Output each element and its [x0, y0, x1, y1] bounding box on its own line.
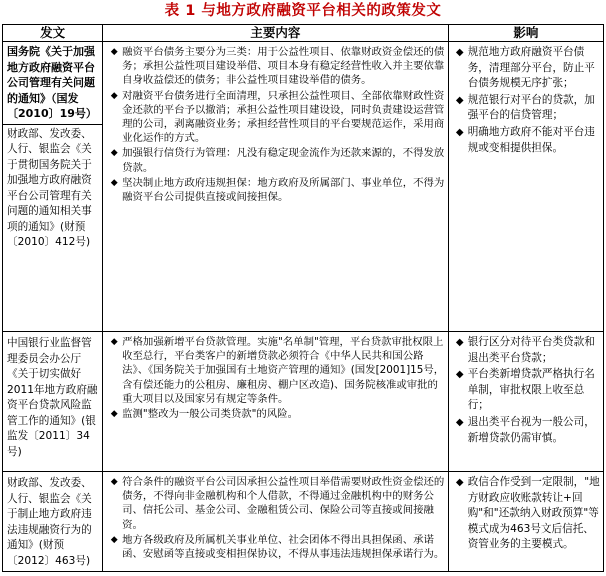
list-item: ◆ 监测"整改为一般公司类贷款"的风险。 [107, 407, 446, 421]
list-item: ◆ 政信合作受到一定限制，"地方财政应收账款转让+回购"和"还款纳入财政预算"等模式成为463号文后信托、资管业务的主要模式。 [453, 475, 601, 553]
content-cell [103, 472, 449, 572]
list-item: ◆ 符合条件的融资平台公司因承担公益性项目举借需要财政性资金偿还的债务，不得向非金融机构和个人借款，不得通过金融机构中的财务公司、信托公司、基金公司、金融租赁公司、保险公司等直接或间接融资。 [107, 475, 446, 532]
list-item: ◆ 退出类平台视为一般公司，新增贷款仍需审慎。 [453, 415, 601, 446]
table-row [3, 42, 604, 332]
bullet-square-icon: ◆ [110, 177, 118, 188]
table-row [3, 332, 604, 472]
list-item: ◆ 明确地方政府不能对平台违规或变相提供担保。 [453, 125, 601, 156]
doc-primary: 国务院《关于加强地方政府融资平台公司管理有关问题的通知》（国发〔2010〕19号） [7, 45, 97, 121]
content-cell [103, 332, 449, 472]
list-item: ◆ 银行区分对待平台类贷款和退出类平台贷款； [453, 335, 601, 366]
header-impact: 影响 [448, 25, 603, 42]
bullet-square-icon: ◆ [455, 94, 464, 106]
bullet-square-icon: ◆ [110, 337, 118, 347]
doc-secondary: 财政部、发改委、人行、银监会《关于制止地方政府违法违规融资行为的通知》(财预〔2012〕463号) [7, 477, 92, 567]
content-cell [103, 42, 449, 332]
doc-cell [3, 332, 103, 472]
header-doc: 发文 [3, 25, 103, 42]
bullet-square-icon: ◆ [455, 337, 464, 348]
list-item: ◆ 地方各级政府及所属机关事业单位、社会团体不得出具担保函、承诺函、安慰函等直接或变相担保协议，不得从事违法违规担保承诺行为。 [107, 533, 446, 561]
bullet-square-icon: ◆ [455, 416, 464, 428]
bullet-square-icon: ◆ [110, 534, 118, 545]
table-row [3, 472, 604, 572]
policy-table [2, 24, 604, 572]
bullet-square-icon: ◆ [110, 47, 118, 57]
bullet-square-icon: ◆ [110, 148, 118, 159]
header-row [3, 25, 604, 42]
list-item: ◆ 严格加强新增平台贷款管理。实施"名单制"管理，平台贷款审批权限上收至总行，平台类客户的新增贷款必须符合《中华人民共和国公路法》、《国务院关于加强国有土地资产管理的通知》(国发[2001]15号，含有偿还能力的公租房、廉租房、棚户区改造)、国务院核准或审批的重大项目以及国家另有规定等条件。 [107, 335, 446, 406]
list-item: ◆ 坚决制止地方政府违规担保：地方政府及所属部门、事业单位，不得为融资平台公司提供直接或间接担保。 [107, 176, 446, 204]
doc-secondary: 中国银行业监督管理委员会办公厅《关于切实做好2011年地方政府融资平台贷款风险监管工作的通知》(银监发〔2011〕34号) [7, 337, 98, 458]
bullet-square-icon: ◆ [110, 477, 118, 487]
list-item: ◆ 规范银行对平台的贷款，加强平台的信贷管理； [453, 93, 601, 124]
list-item: ◆ 对融资平台债务进行全面清理，只承担公益性项目、全部依靠财政性资金还款的平台予以撤消；承担公益性项目建设设，同时负责建设运营管理的公司，剥离融资业务；承担经营性项目的平台要规范运作，采用商业化运作的方式。 [107, 89, 446, 146]
impact-cell [448, 332, 603, 472]
impact-cell [448, 472, 603, 572]
header-content: 主要内容 [103, 25, 449, 42]
bullet-square-icon: ◆ [455, 369, 464, 381]
doc-cell [3, 472, 103, 572]
bullet-square-icon: ◆ [110, 409, 118, 420]
bullet-square-icon: ◆ [455, 47, 464, 58]
doc-cell [3, 42, 103, 332]
impact-cell [448, 42, 603, 332]
list-item: ◆ 平台类新增贷款严格执行名单制，审批权限上收至总行； [453, 367, 601, 414]
doc-divider [3, 124, 102, 125]
bullet-square-icon: ◆ [455, 477, 464, 488]
doc-secondary: 财政部、发改委、人行、银监会《关于贯彻国务院关于加强地方政府融资平台公司管理有关问题的通知相关事项的通知》(财预〔2010〕412号) [7, 127, 92, 249]
list-item: ◆ 规范地方政府融资平台债务，清理部分平台，防止平台债务规模无序扩张； [453, 45, 601, 92]
bullet-square-icon: ◆ [110, 90, 118, 101]
bullet-square-icon: ◆ [455, 126, 464, 138]
table-title: 表 1 与地方政府融资平台相关的政策发文 [164, 3, 442, 19]
list-item: ◆ 加强银行信贷行为管理：凡没有稳定现金流作为还款来源的，不得发放贷款。 [107, 146, 446, 174]
list-item: ◆ 融资平台债务主要分为三类：用于公益性项目、依靠财政资金偿还的债务；承担公益性项目建设举借、项目本身有稳定经营性收入并主要依靠自身收益偿还的债务；非公益性项目建设举借的债务。 [107, 45, 446, 88]
